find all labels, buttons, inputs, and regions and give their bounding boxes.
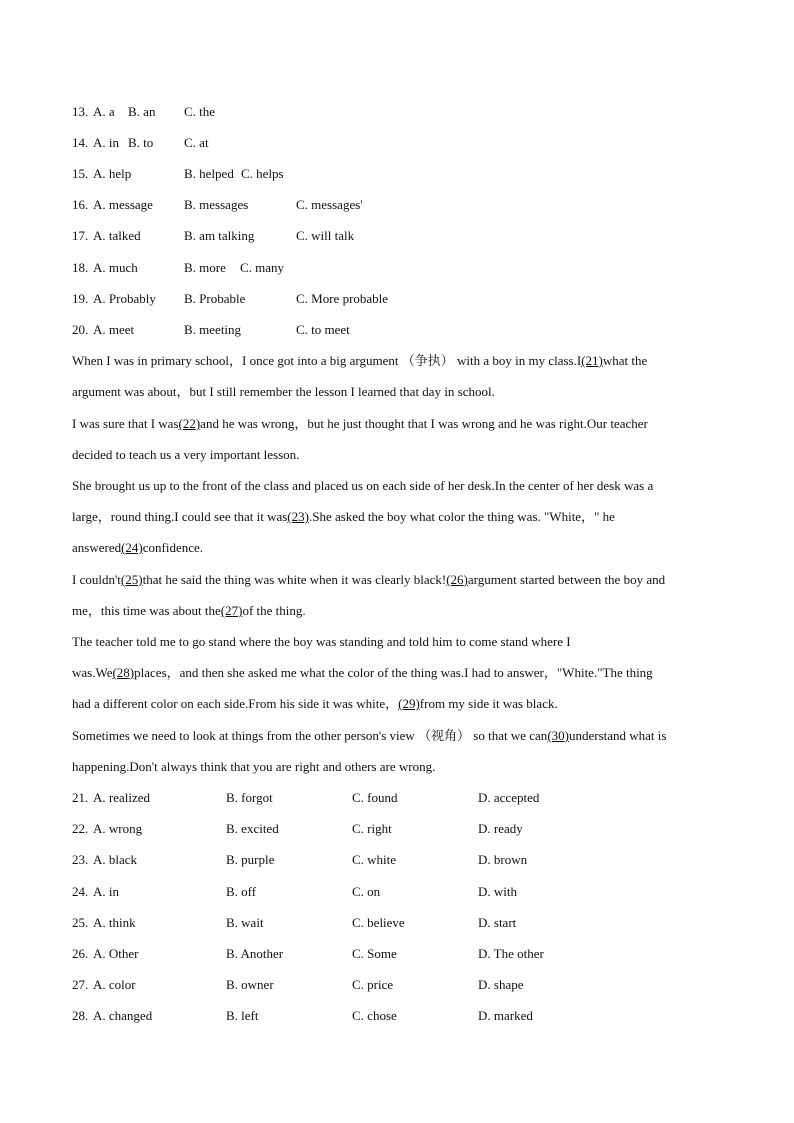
option-a: A. in: [93, 884, 119, 899]
option-c: C. at: [184, 135, 209, 150]
passage-line: [72, 351, 722, 371]
passage-line: [72, 694, 722, 714]
option-b: B. to: [128, 135, 154, 150]
blank-23: (23): [287, 509, 309, 524]
question-16-options: [72, 195, 412, 215]
option-d: D. brown: [478, 852, 528, 867]
question-number: 14.: [72, 135, 89, 150]
question-number: 25.: [72, 915, 89, 930]
option-c: C. More probable: [296, 291, 389, 306]
option-d: D. shape: [478, 977, 524, 992]
passage-text: and he was wrong，but he just thought that I was wrong and he was right.Our teacher: [200, 416, 648, 431]
passage-text: When I was in primary school，I once got into a big argument （争执） with a boy in my class.I: [72, 353, 582, 368]
option-b: B. meeting: [184, 322, 242, 337]
option-c: C. right: [352, 821, 392, 836]
option-c: C. white: [352, 852, 397, 867]
option-a: A. Probably: [93, 291, 156, 306]
option-c: C. the: [184, 104, 216, 119]
passage-text: confidence.: [142, 540, 204, 555]
passage-line: [72, 726, 722, 746]
option-b: B. messages: [184, 197, 249, 212]
option-c: C. on: [352, 884, 381, 899]
passage-text: understand what is: [568, 728, 667, 743]
option-b: B. Probable: [184, 291, 246, 306]
passage-text: answered: [72, 540, 122, 555]
option-c: C. found: [352, 790, 398, 805]
blank-24: (24): [121, 540, 143, 555]
blank-25: (25): [120, 572, 143, 587]
option-b: B. more: [184, 260, 226, 275]
passage-line: [72, 757, 722, 777]
question-number: 18.: [72, 260, 89, 275]
passage-text: argument started between the boy and: [467, 572, 666, 587]
question-26-options: [72, 944, 632, 964]
blank-29: (29): [398, 696, 420, 711]
passage-line: [72, 632, 722, 652]
blank-22: (22): [178, 416, 201, 431]
passage-text: argument was about，but I still remember the lesson I learned that day in school.: [72, 384, 495, 399]
option-c: C. Some: [352, 946, 397, 961]
option-b: B. forgot: [226, 790, 273, 805]
option-d: D. marked: [478, 1008, 533, 1023]
option-b: B. off: [226, 884, 257, 899]
passage-text: I couldn't: [72, 572, 121, 587]
question-14-options: [72, 133, 372, 153]
option-b: B. excited: [226, 821, 279, 836]
question-17-options: [72, 226, 412, 246]
question-20-options: [72, 320, 412, 340]
passage-text: .She asked the boy what color the thing was. "White，" he: [308, 509, 615, 524]
passage-line: [72, 445, 722, 465]
option-b: B. left: [226, 1008, 259, 1023]
passage-text: She brought us up to the front of the class and placed us on each side of her desk.In the center of her desk was a: [72, 478, 654, 493]
question-23-options: [72, 850, 632, 870]
option-c: C. many: [240, 260, 285, 275]
question-21-options: [72, 788, 632, 808]
blank-26: (26): [446, 572, 468, 587]
option-b: B. Another: [226, 946, 284, 961]
passage-line: [72, 414, 722, 434]
option-d: D. start: [478, 915, 517, 930]
option-a: A. black: [93, 852, 138, 867]
option-b: B. helped: [184, 166, 234, 181]
option-a: A. much: [93, 260, 138, 275]
passage-line: [72, 601, 722, 621]
option-b: B. purple: [226, 852, 275, 867]
question-number: 26.: [72, 946, 89, 961]
question-28-options: [72, 1006, 632, 1026]
passage-text: had a different color on each side.From his side it was white，: [72, 696, 399, 711]
passage-line: [72, 538, 722, 558]
question-22-options: [72, 819, 632, 839]
question-25-options: [72, 913, 632, 933]
option-a: A. realized: [93, 790, 151, 805]
blank-30: (30): [547, 728, 569, 743]
passage-line: [72, 476, 722, 496]
option-c: C. price: [352, 977, 394, 992]
option-c: C. chose: [352, 1008, 397, 1023]
passage-text: me，this time was about the: [72, 603, 221, 618]
blank-28: (28): [112, 665, 135, 680]
option-a: A. talked: [93, 228, 141, 243]
passage-text: that he said the thing was white when it was clearly black!: [142, 572, 447, 587]
question-13-options: [72, 102, 372, 122]
question-24-options: [72, 882, 632, 902]
question-19-options: [72, 289, 432, 309]
question-number: 16.: [72, 197, 89, 212]
option-d: D. The other: [478, 946, 544, 961]
question-number: 23.: [72, 852, 89, 867]
option-a: A. think: [93, 915, 136, 930]
question-number: 17.: [72, 228, 89, 243]
question-number: 13.: [72, 104, 89, 119]
option-d: D. ready: [478, 821, 523, 836]
passage-line: [72, 382, 722, 402]
passage-text: what the: [602, 353, 648, 368]
passage-text: was.We: [72, 665, 113, 680]
option-c: C. to meet: [296, 322, 350, 337]
question-number: 24.: [72, 884, 89, 899]
passage-text: large，round thing.I could see that it was: [72, 509, 288, 524]
question-number: 21.: [72, 790, 89, 805]
option-c: C. messages': [296, 197, 363, 212]
option-a: A. message: [93, 197, 153, 212]
passage-line: [72, 570, 722, 590]
option-c: C. believe: [352, 915, 405, 930]
option-a: A. in: [93, 135, 119, 150]
option-a: A. Other: [93, 946, 139, 961]
question-number: 22.: [72, 821, 89, 836]
passage-text: happening.Don't always think that you are right and others are wrong.: [72, 759, 436, 774]
passage-text: of the thing.: [242, 603, 306, 618]
passage-text: I was sure that I was: [72, 416, 179, 431]
question-number: 28.: [72, 1008, 89, 1023]
passage-text: decided to teach us a very important lesson.: [72, 447, 300, 462]
passage-line: [72, 507, 722, 527]
option-a: A. a: [93, 104, 115, 119]
question-18-options: [72, 258, 372, 278]
blank-21: (21): [581, 353, 603, 368]
passage-text: from my side it was black.: [419, 696, 558, 711]
option-b: B. an: [128, 104, 156, 119]
passage-text: Sometimes we need to look at things from the other person's view （视角） so that we can: [72, 728, 548, 743]
blank-27: (27): [220, 603, 243, 618]
question-number: 27.: [72, 977, 89, 992]
question-15-options: [72, 164, 372, 184]
option-a: A. meet: [93, 322, 135, 337]
option-c: C. helps: [241, 166, 284, 181]
question-number: 19.: [72, 291, 89, 306]
passage-text: places，and then she asked me what the color of the thing was.I had to answer，"White."The thing: [134, 665, 653, 680]
option-a: A. changed: [93, 1008, 153, 1023]
passage-line: [72, 663, 722, 683]
option-d: D. accepted: [478, 790, 540, 805]
question-number: 20.: [72, 322, 89, 337]
question-number: 15.: [72, 166, 89, 181]
option-b: B. am talking: [184, 228, 255, 243]
option-a: A. wrong: [93, 821, 143, 836]
option-a: A. color: [93, 977, 136, 992]
option-c: C. will talk: [296, 228, 355, 243]
option-a: A. help: [93, 166, 132, 181]
question-27-options: [72, 975, 632, 995]
option-d: D. with: [478, 884, 517, 899]
option-b: B. owner: [226, 977, 274, 992]
option-b: B. wait: [226, 915, 264, 930]
passage-text: The teacher told me to go stand where the boy was standing and told him to come stand where I: [72, 634, 571, 649]
